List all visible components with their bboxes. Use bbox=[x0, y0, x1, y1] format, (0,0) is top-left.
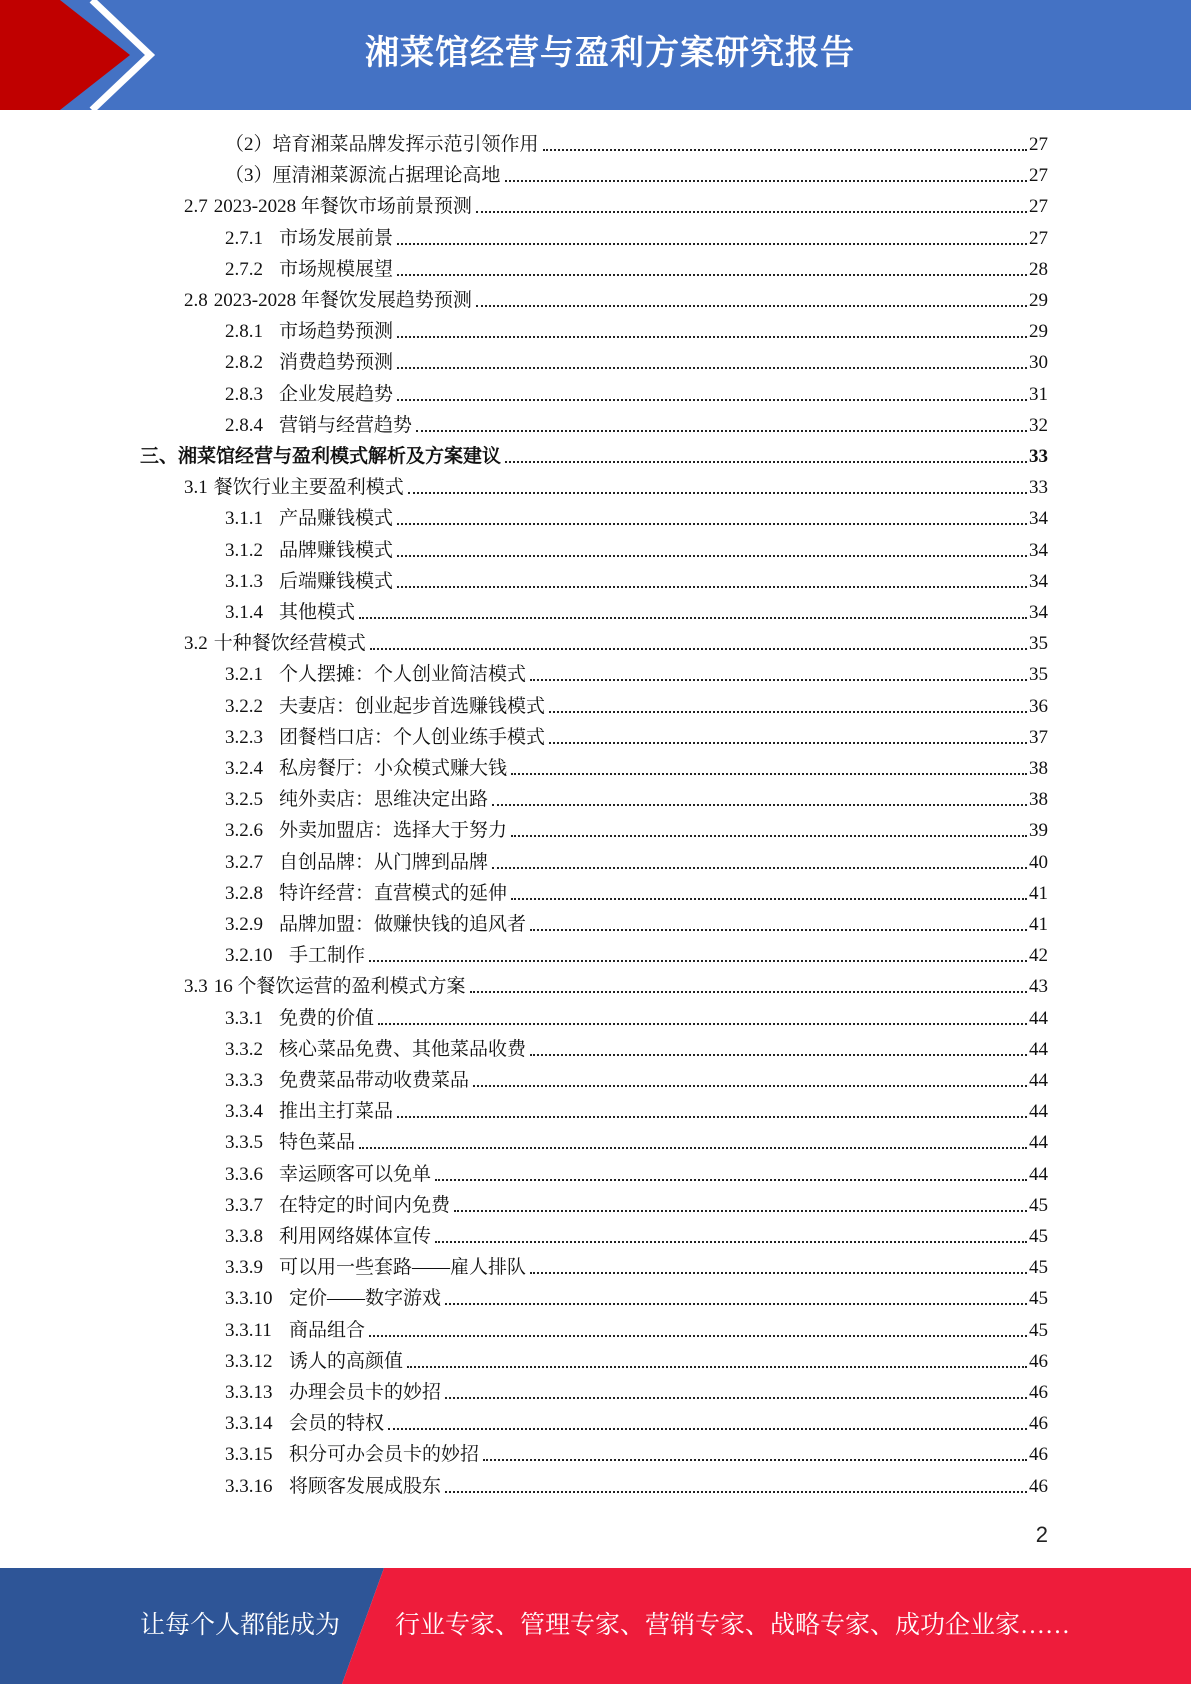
toc-entry[interactable] bbox=[225, 344, 1048, 375]
toc-entry-page: 38 bbox=[1029, 789, 1048, 811]
toc-entry-number: 3.3.2 bbox=[225, 1038, 263, 1060]
toc-entry-number: 2.8.1 bbox=[225, 321, 263, 343]
toc-dot-leader bbox=[397, 336, 1027, 338]
toc-entry[interactable] bbox=[225, 1187, 1048, 1218]
toc-entry[interactable] bbox=[225, 220, 1048, 251]
toc-dot-leader bbox=[445, 1397, 1027, 1399]
toc-entry-page: 34 bbox=[1029, 508, 1048, 530]
footer-slogan-left: 让每个人都能成为 bbox=[140, 1612, 341, 1639]
toc-entry-page: 30 bbox=[1029, 352, 1048, 374]
toc-dot-leader bbox=[492, 867, 1027, 869]
toc-dot-leader bbox=[505, 461, 1027, 463]
toc-dot-leader bbox=[407, 1366, 1027, 1368]
toc-dot-leader bbox=[397, 523, 1027, 525]
toc-entry-number: 3.3.13 bbox=[225, 1382, 273, 1403]
footer-slogan-right: 行业专家、管理专家、营销专家、战略专家、成功企业家…… bbox=[395, 1612, 1071, 1639]
toc-entry-number: 3.2.8 bbox=[225, 882, 263, 904]
toc-entry[interactable] bbox=[184, 968, 1048, 999]
toc-entry-title: 企业发展趋势 bbox=[279, 383, 394, 405]
toc-entry-page: 38 bbox=[1029, 758, 1048, 779]
toc-entry[interactable] bbox=[225, 407, 1048, 438]
toc-entry-title: 产品赚钱模式 bbox=[279, 508, 394, 530]
toc-dot-leader bbox=[397, 1116, 1027, 1118]
toc-dot-leader bbox=[359, 1147, 1027, 1149]
toc-entry-page: 31 bbox=[1029, 383, 1048, 405]
toc-entry-title: 诱人的高颜值 bbox=[289, 1350, 404, 1372]
toc-entry-page: 41 bbox=[1029, 882, 1048, 904]
toc-entry-page: 45 bbox=[1029, 1319, 1048, 1341]
toc-entry-number: 3.2.10 bbox=[225, 945, 273, 967]
toc-entry-page: 44 bbox=[1029, 1070, 1048, 1091]
toc-entry[interactable] bbox=[225, 532, 1048, 563]
toc-dot-leader bbox=[445, 1491, 1027, 1493]
toc-entry-title: 定价——数字游戏 bbox=[289, 1288, 442, 1310]
toc-entry-title: 手工制作 bbox=[289, 945, 366, 967]
toc-dot-leader bbox=[511, 773, 1027, 775]
toc-entry-title: 夫妻店：创业起步首选赚钱模式 bbox=[279, 695, 546, 717]
header-arrow-decoration bbox=[0, 0, 160, 110]
toc-entry[interactable] bbox=[225, 688, 1048, 719]
toc-entry-number: 3.2.4 bbox=[225, 758, 263, 779]
toc-entry-page: 40 bbox=[1029, 851, 1048, 873]
toc-entry[interactable] bbox=[225, 844, 1048, 875]
toc-entry-title: 免费菜品带动收费菜品 bbox=[279, 1070, 470, 1091]
toc-entry-number: 3.3.1 bbox=[225, 1007, 263, 1029]
toc-dot-leader bbox=[511, 898, 1027, 900]
toc-entry[interactable] bbox=[225, 1124, 1048, 1155]
toc-dot-leader bbox=[505, 180, 1027, 182]
toc-dot-leader bbox=[388, 1428, 1027, 1430]
toc-entry-number: 2.8.2 bbox=[225, 352, 263, 374]
toc-entry[interactable] bbox=[225, 656, 1048, 687]
toc-entry-number: 3.2.2 bbox=[225, 695, 263, 717]
toc-dot-leader bbox=[397, 555, 1027, 557]
toc-entry-title: （3）厘清湘菜源流占据理论高地 bbox=[225, 165, 501, 187]
toc-entry[interactable] bbox=[225, 1249, 1048, 1280]
toc-dot-leader bbox=[530, 679, 1027, 681]
toc-entry[interactable] bbox=[225, 1218, 1048, 1249]
toc-entry-number: 3.2 bbox=[184, 633, 208, 655]
toc-entry-page: 42 bbox=[1029, 945, 1048, 967]
toc-entry-number: 3.3.3 bbox=[225, 1070, 263, 1091]
toc-entry-number: 3.2.7 bbox=[225, 851, 263, 873]
toc-entry-title: 私房餐厅：小众模式赚大钱 bbox=[279, 758, 508, 779]
toc-entry-number: 3.1.2 bbox=[225, 539, 263, 561]
toc-entry-title: 2023-2028 年餐饮发展趋势预测 bbox=[213, 290, 472, 311]
toc-entry-page: 46 bbox=[1029, 1350, 1048, 1372]
toc-dot-leader bbox=[511, 835, 1027, 837]
toc-entry-title: 团餐档口店：个人创业练手模式 bbox=[279, 726, 546, 748]
toc-entry-title: 个人摆摊：个人创业简洁模式 bbox=[279, 664, 527, 686]
toc-entry[interactable] bbox=[140, 438, 1048, 469]
toc-entry[interactable] bbox=[225, 719, 1048, 750]
toc-entry-page: 44 bbox=[1029, 1038, 1048, 1060]
toc-entry-title: 16 个餐饮运营的盈利模式方案 bbox=[213, 976, 466, 998]
toc-entry[interactable] bbox=[225, 157, 1048, 188]
toc-entry-page: 27 bbox=[1029, 227, 1048, 249]
toc-entry-page: 43 bbox=[1029, 976, 1048, 998]
toc-entry-title: 特许经营：直营模式的延伸 bbox=[279, 882, 508, 904]
toc-entry-title: （2）培育湘菜品牌发挥示范引领作用 bbox=[225, 134, 539, 155]
toc-entry-number: 3.3.11 bbox=[225, 1319, 272, 1341]
toc-entry-title: 营销与经营趋势 bbox=[279, 414, 413, 436]
toc-entry-title: 市场趋势预测 bbox=[279, 321, 394, 343]
toc-entry-page: 36 bbox=[1029, 695, 1048, 717]
toc-entry-page: 44 bbox=[1029, 1007, 1048, 1029]
toc-entry-page: 28 bbox=[1029, 258, 1048, 280]
toc-entry-page: 35 bbox=[1029, 633, 1048, 655]
toc-dot-leader bbox=[543, 149, 1027, 151]
toc-entry-number: 3.3.7 bbox=[225, 1194, 263, 1216]
toc-dot-leader bbox=[397, 399, 1027, 401]
toc-entry-number: 3.1 bbox=[184, 477, 208, 499]
toc-entry-number: 3.3.15 bbox=[225, 1444, 273, 1466]
toc-entry[interactable] bbox=[225, 1000, 1048, 1031]
toc-entry-number: 3.3.6 bbox=[225, 1163, 263, 1185]
toc-dot-leader bbox=[445, 1303, 1027, 1305]
toc-entry-number: 2.7 bbox=[184, 196, 208, 218]
toc-entry-page: 44 bbox=[1029, 1132, 1048, 1154]
toc-entry-number: 3.3.9 bbox=[225, 1257, 263, 1279]
toc-entry-title: 十种餐饮经营模式 bbox=[213, 633, 366, 655]
toc-entry-page: 46 bbox=[1029, 1444, 1048, 1466]
toc-entry-title: 利用网络媒体宣传 bbox=[279, 1226, 432, 1247]
toc-entry-title: 纯外卖店：思维决定出路 bbox=[279, 789, 489, 811]
toc-dot-leader bbox=[369, 960, 1027, 962]
toc-entry-title: 外卖加盟店：选择大于努力 bbox=[279, 820, 508, 842]
page-header bbox=[0, 0, 1191, 110]
toc-entry-page: 44 bbox=[1029, 1101, 1048, 1123]
toc-entry-title: 2023-2028 年餐饮市场前景预测 bbox=[213, 196, 472, 218]
toc-dot-leader bbox=[370, 648, 1027, 650]
toc-dot-leader bbox=[397, 274, 1027, 276]
toc-entry-page: 29 bbox=[1029, 321, 1048, 343]
toc-entry-number: 3.3.16 bbox=[225, 1475, 273, 1497]
toc-entry-page: 33 bbox=[1029, 446, 1048, 467]
toc-entry-page: 45 bbox=[1029, 1257, 1048, 1279]
toc-dot-leader bbox=[483, 1459, 1027, 1461]
toc-entry-page: 45 bbox=[1029, 1194, 1048, 1216]
toc-entry[interactable] bbox=[225, 937, 1048, 968]
toc-entry-number: 3.3 bbox=[184, 976, 208, 998]
toc-entry[interactable] bbox=[225, 781, 1048, 812]
toc-entry-title: 在特定的时间内免费 bbox=[279, 1194, 451, 1216]
toc-dot-leader bbox=[359, 617, 1027, 619]
toc-entry-page: 46 bbox=[1029, 1475, 1048, 1497]
toc-entry-page: 34 bbox=[1029, 539, 1048, 561]
toc-entry[interactable] bbox=[225, 500, 1048, 531]
toc-dot-leader bbox=[454, 1210, 1027, 1212]
page-number: 2 bbox=[1035, 1522, 1048, 1547]
toc-entry-title: 品牌加盟：做赚快钱的追风者 bbox=[279, 914, 527, 935]
toc-entry[interactable] bbox=[225, 251, 1048, 282]
toc-entry-page: 45 bbox=[1029, 1288, 1048, 1310]
toc-dot-leader bbox=[530, 929, 1027, 931]
toc-entry-page: 37 bbox=[1029, 726, 1048, 748]
toc-entry-title: 三、湘菜馆经营与盈利模式解析及方案建议 bbox=[140, 446, 502, 467]
toc-dot-leader bbox=[476, 211, 1027, 213]
toc-entry-number: 3.3.12 bbox=[225, 1350, 273, 1372]
toc-entry[interactable] bbox=[225, 750, 1048, 781]
toc-entry-title: 自创品牌：从门牌到品牌 bbox=[279, 851, 489, 873]
toc-entry[interactable] bbox=[225, 1405, 1048, 1436]
toc-entry-number: 3.1.4 bbox=[225, 602, 263, 623]
toc-entry-page: 41 bbox=[1029, 914, 1048, 935]
toc-entry-page: 45 bbox=[1029, 1226, 1048, 1247]
toc-entry-title: 免费的价值 bbox=[279, 1007, 375, 1029]
toc-entry-page: 46 bbox=[1029, 1382, 1048, 1403]
toc-entry-title: 推出主打菜品 bbox=[279, 1101, 394, 1123]
toc-entry[interactable] bbox=[225, 313, 1048, 344]
toc-entry[interactable] bbox=[225, 812, 1048, 843]
toc-dot-leader bbox=[397, 243, 1027, 245]
toc-entry-title: 市场发展前景 bbox=[279, 227, 394, 249]
toc-entry[interactable] bbox=[225, 594, 1048, 625]
toc-dot-leader bbox=[397, 586, 1027, 588]
toc-dot-leader bbox=[416, 430, 1027, 432]
toc-entry-title: 其他模式 bbox=[279, 602, 356, 623]
toc-dot-leader bbox=[530, 1272, 1027, 1274]
toc-dot-leader bbox=[476, 305, 1027, 307]
toc-entry-number: 3.2.3 bbox=[225, 726, 263, 748]
toc-entry-page: 32 bbox=[1029, 414, 1048, 436]
toc-entry-number: 3.2.5 bbox=[225, 789, 263, 811]
toc-dot-leader bbox=[435, 1241, 1027, 1243]
toc-entry[interactable] bbox=[225, 1280, 1048, 1311]
toc-entry-number: 2.8.3 bbox=[225, 383, 263, 405]
toc-entry-page: 27 bbox=[1029, 134, 1048, 155]
toc-dot-leader bbox=[408, 492, 1027, 494]
toc-entry-title: 办理会员卡的妙招 bbox=[289, 1382, 442, 1403]
toc-entry-page: 35 bbox=[1029, 664, 1048, 686]
toc-dot-leader bbox=[397, 367, 1027, 369]
toc-entry[interactable] bbox=[225, 1436, 1048, 1467]
toc-entry-title: 商品组合 bbox=[289, 1319, 366, 1341]
toc-entry-page: 27 bbox=[1029, 165, 1048, 187]
toc-entry-page: 39 bbox=[1029, 820, 1048, 842]
toc-entry-title: 品牌赚钱模式 bbox=[279, 539, 394, 561]
toc-entry-title: 特色菜品 bbox=[279, 1132, 356, 1154]
toc-entry[interactable] bbox=[225, 906, 1048, 937]
toc-dot-leader bbox=[378, 1023, 1027, 1025]
toc-entry[interactable] bbox=[225, 126, 1048, 157]
toc-entry[interactable] bbox=[225, 376, 1048, 407]
toc-entry-number: 3.3.10 bbox=[225, 1288, 273, 1310]
toc-entry[interactable] bbox=[225, 563, 1048, 594]
toc-entry-number: 3.2.9 bbox=[225, 914, 263, 935]
toc-entry-page: 27 bbox=[1029, 196, 1048, 218]
toc-entry-number: 3.1.1 bbox=[225, 508, 263, 530]
toc-entry[interactable] bbox=[225, 1156, 1048, 1187]
toc-entry[interactable] bbox=[184, 625, 1048, 656]
toc-entry-number: 3.2.1 bbox=[225, 664, 263, 686]
toc-entry[interactable] bbox=[225, 1468, 1048, 1499]
toc-entry-number: 2.7.2 bbox=[225, 258, 263, 280]
toc-entry-number: 2.7.1 bbox=[225, 227, 263, 249]
toc-dot-leader bbox=[549, 742, 1027, 744]
toc-entry[interactable] bbox=[225, 1343, 1048, 1374]
page-footer bbox=[0, 1568, 1191, 1684]
toc-entry-page: 29 bbox=[1029, 290, 1048, 311]
toc-entry-title: 幸运顾客可以免单 bbox=[279, 1163, 432, 1185]
toc-dot-leader bbox=[549, 711, 1027, 713]
toc-dot-leader bbox=[492, 804, 1027, 806]
toc-entry-page: 33 bbox=[1029, 477, 1048, 499]
toc-dot-leader bbox=[369, 1335, 1027, 1337]
toc-entry[interactable] bbox=[225, 1374, 1048, 1405]
toc-entry-number: 3.3.14 bbox=[225, 1413, 273, 1435]
toc-entry-title: 核心菜品免费、其他菜品收费 bbox=[279, 1038, 527, 1060]
toc-entry[interactable] bbox=[225, 1093, 1048, 1124]
toc-entry[interactable] bbox=[225, 1031, 1048, 1062]
toc-entry-number: 2.8.4 bbox=[225, 414, 263, 436]
toc-entry-title: 餐饮行业主要盈利模式 bbox=[213, 477, 404, 499]
toc-entry[interactable] bbox=[184, 188, 1048, 219]
toc-entry-title: 消费趋势预测 bbox=[279, 352, 394, 374]
toc-entry[interactable] bbox=[225, 875, 1048, 906]
toc-entry-number: 2.8 bbox=[184, 290, 208, 311]
toc-dot-leader bbox=[530, 1054, 1027, 1056]
toc-entry[interactable] bbox=[184, 282, 1048, 313]
toc-dot-leader bbox=[473, 1085, 1027, 1087]
toc-entry-number: 3.2.6 bbox=[225, 820, 263, 842]
toc-dot-leader bbox=[470, 991, 1027, 993]
toc-entry-title: 积分可办会员卡的妙招 bbox=[289, 1444, 480, 1466]
toc-entry-title: 可以用一些套路——雇人排队 bbox=[279, 1257, 527, 1279]
toc-entry-page: 34 bbox=[1029, 570, 1048, 592]
toc-entry-title: 后端赚钱模式 bbox=[279, 570, 394, 592]
toc-entry-page: 34 bbox=[1029, 602, 1048, 623]
toc-entry-title: 将顾客发展成股东 bbox=[289, 1475, 442, 1497]
toc-entry[interactable] bbox=[184, 469, 1048, 500]
toc-entry-title: 会员的特权 bbox=[289, 1413, 385, 1435]
toc-dot-leader bbox=[435, 1179, 1027, 1181]
toc-entry-number: 3.3.5 bbox=[225, 1132, 263, 1154]
toc-entry-title: 市场规模展望 bbox=[279, 258, 394, 280]
toc-entry-page: 46 bbox=[1029, 1413, 1048, 1435]
toc-entry[interactable] bbox=[225, 1312, 1048, 1343]
toc-entry[interactable] bbox=[225, 1062, 1048, 1093]
report-title: 湘菜馆经营与盈利方案研究报告 bbox=[365, 33, 855, 73]
toc-entry-number: 3.3.4 bbox=[225, 1101, 263, 1123]
toc-entry-number: 3.1.3 bbox=[225, 570, 263, 592]
toc-entry-page: 44 bbox=[1029, 1163, 1048, 1185]
toc-entry-number: 3.3.8 bbox=[225, 1226, 263, 1247]
